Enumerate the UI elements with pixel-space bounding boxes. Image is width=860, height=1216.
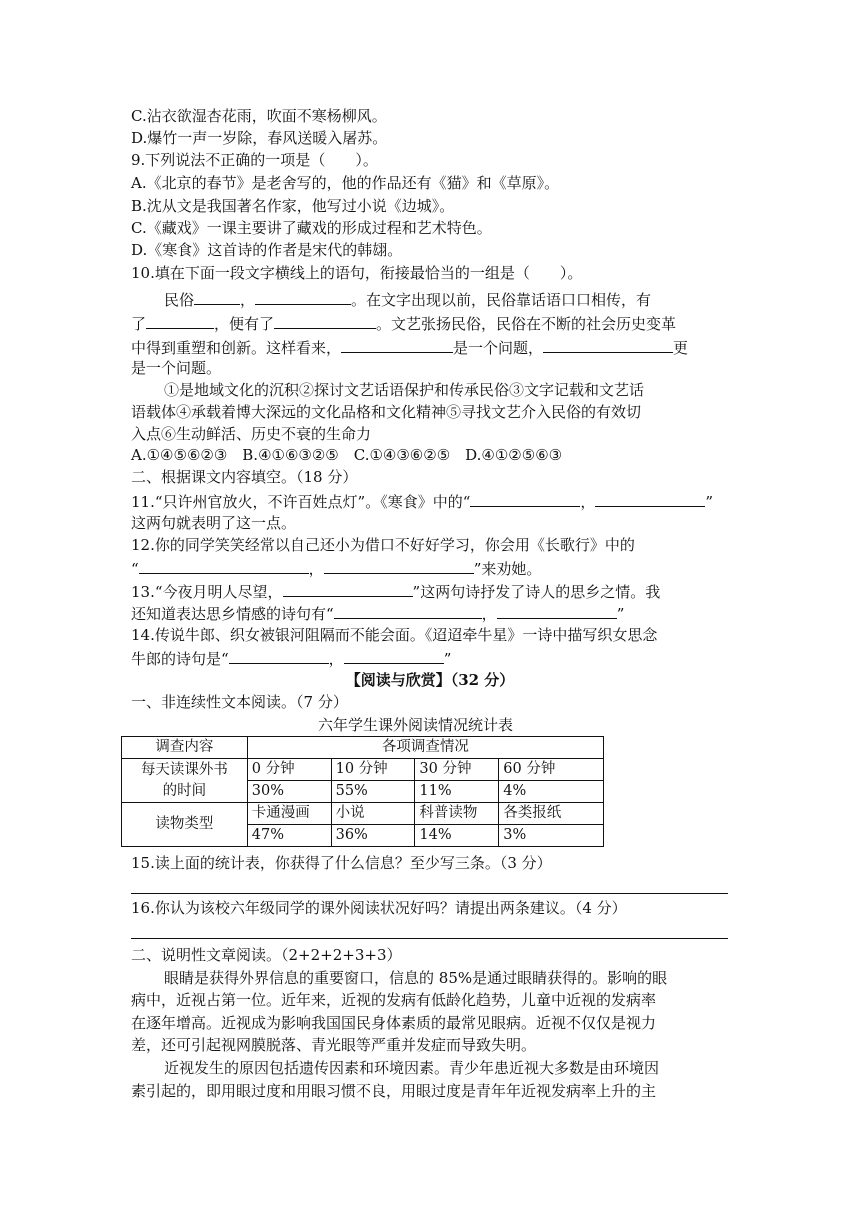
- text: 更: [673, 339, 689, 357]
- table-cell: 卡通漫画: [247, 803, 331, 825]
- text: 的时间: [162, 782, 207, 799]
- q16-stem: 16.你认为该校六年级同学的课外阅读状况好吗？请提出两条建议。（4 分）: [131, 899, 627, 917]
- answer-line[interactable]: [131, 893, 728, 894]
- blank[interactable]: [497, 602, 617, 619]
- q9-option-b: B.沈从文是我国著名作家，他写过小说《边城》。: [131, 197, 455, 215]
- text: 。文艺张扬民俗，民俗在不断的社会历史变革: [376, 315, 677, 333]
- q12-line-2: [131, 557, 541, 579]
- blank[interactable]: [283, 580, 413, 597]
- header-survey-content: 调查内容: [122, 737, 248, 759]
- text: 每天读课外书: [140, 761, 228, 778]
- q13-line-2: [131, 602, 624, 624]
- q10-passage-line-1: [164, 288, 651, 310]
- q15-stem: 15.读上面的统计表，你获得了什么信息？至少写三条。（3 分）: [131, 854, 552, 872]
- table-cell: 小说: [331, 803, 415, 825]
- text: ，: [328, 650, 344, 668]
- table-title: 六年学生课外阅读情况统计表: [318, 716, 514, 734]
- header-survey-items: 各项调查情况: [247, 737, 603, 759]
- table-row: [122, 803, 604, 825]
- q10-options-line-3: 入点⑥生动鲜活、历史不衰的生命力: [131, 425, 372, 443]
- table-cell: 55%: [331, 781, 415, 803]
- text: ”这两句诗抒发了诗人的思乡之情。我: [412, 583, 661, 601]
- paragraph-2-line-2: 素引起的，即用眼过度和用眼习惯不良，用眼过度是青年年近视发病率上升的主: [131, 1082, 657, 1100]
- paragraph-1-line-2: 病中，近视占第一位。近年来，近视的发病有低龄化趋势，儿童中近视的发病率: [131, 991, 657, 1009]
- text: ，: [580, 493, 596, 511]
- reading-section-header: 【阅读与欣赏】（32 分）: [345, 671, 515, 689]
- q14-line-2: [131, 647, 451, 669]
- blank[interactable]: [194, 288, 240, 305]
- row-label-reading-time: [122, 759, 248, 803]
- text: ”来劝她。: [473, 560, 542, 578]
- row-label-reading-type: 读物类型: [122, 803, 248, 847]
- blank[interactable]: [146, 312, 214, 329]
- blank[interactable]: [324, 557, 474, 574]
- table-cell: 0 分钟: [247, 759, 331, 781]
- reading-subsection-1-title: 一、非连续性文本阅读。（7 分）: [131, 693, 348, 711]
- q12-line-1: 12.你的同学笑笑经常以自己还小为借口不好好学习，你会用《长歌行》中的: [131, 536, 635, 554]
- q10-stem: 10.填在下面一段文字横线上的语句，衔接最恰当的一组是（ ）。: [131, 264, 583, 282]
- section-2-title: 二、根据课文内容填空。（18 分）: [131, 468, 358, 486]
- blank[interactable]: [229, 647, 329, 664]
- paragraph-1-line-4: 差，还可引起视网膜脱落、青光眼等严重并发症而导致失明。: [131, 1036, 537, 1054]
- q14-line-1: 14.传说牛郎、织女被银河阻隔而不能会面。《迢迢牵牛星》一诗中描写织女思念: [131, 626, 658, 644]
- q9-option-a: A.《北京的春节》是老舍写的，他的作品还有《猫》和《草原》。: [131, 174, 560, 192]
- table-cell: 30 分钟: [415, 759, 499, 781]
- q9-option-c: C.《藏戏》一课主要讲了藏戏的形成过程和艺术特色。: [131, 219, 492, 237]
- table-row: [122, 759, 604, 781]
- q10-passage-line-4: 是一个问题。: [131, 359, 222, 377]
- blank[interactable]: [274, 312, 376, 329]
- table-cell: 14%: [415, 825, 499, 847]
- reading-subsection-2-title: 二、说明性文章阅读。（2+2+2+3+3）: [131, 946, 402, 964]
- q11-line-1: [131, 490, 713, 512]
- text: 了: [131, 315, 147, 333]
- table-cell: 30%: [247, 781, 331, 803]
- table-cell: 11%: [415, 781, 499, 803]
- table-cell: 36%: [331, 825, 415, 847]
- paragraph-2-line-1: 近视发生的原因包括遗传因素和环境因素。青少年患近视大多数是由环境因: [164, 1059, 660, 1077]
- q9-option-d: D.《寒食》这首诗的作者是宋代的韩翃。: [131, 241, 403, 259]
- text: ”: [616, 605, 625, 623]
- q10-passage-line-2: [131, 312, 676, 334]
- text: ，: [240, 291, 256, 309]
- q10-passage-line-3: [131, 336, 688, 358]
- text: ，: [308, 560, 324, 578]
- q9-stem: 9.下列说法不正确的一项是（ ）。: [131, 151, 378, 169]
- text: ，便有了: [214, 315, 275, 333]
- blank[interactable]: [470, 490, 580, 507]
- text: 还知道表达思乡情感的诗句有“: [131, 605, 334, 623]
- q8-option-d: D.爆竹一声一岁除，春风送暖入屠苏。: [131, 129, 388, 147]
- table-cell: 各类报纸: [499, 803, 604, 825]
- table-cell: 60 分钟: [499, 759, 604, 781]
- text: ，: [481, 605, 497, 623]
- text: 13.“今夜月明人尽望，: [131, 583, 283, 601]
- q11-line-2: 这两句就表明了这一点。: [131, 514, 297, 532]
- text: 。在文字出现以前，民俗靠话语口口相传，有: [351, 291, 652, 309]
- reading-stats-table: [121, 736, 604, 847]
- text: 11.“只许州官放火，不许百姓点灯”。《寒食》中的“: [131, 493, 471, 511]
- paragraph-1-line-1: 眼睛是获得外界信息的重要窗口，信息的 85%是通过眼睛获得的。影响的眼: [164, 969, 668, 987]
- text: ”: [443, 650, 452, 668]
- blank[interactable]: [139, 557, 309, 574]
- table-cell: 3%: [499, 825, 604, 847]
- table-cell: 4%: [499, 781, 604, 803]
- q10-options-line-2: 语载体④承载着博大深远的文化品格和文化精神⑤寻找文艺介入民俗的有效切: [131, 403, 642, 421]
- text: 是一个问题，: [453, 339, 544, 357]
- q13-line-1: [131, 580, 660, 602]
- text: 牛郎的诗句是“: [131, 650, 229, 668]
- table-cell: 10 分钟: [331, 759, 415, 781]
- text: 民俗: [164, 291, 195, 309]
- table-header-row: [122, 737, 604, 759]
- q8-option-c: C.沾衣欲湿杏花雨，吹面不寒杨柳风。: [131, 107, 387, 125]
- blank[interactable]: [255, 288, 351, 305]
- text: ”: [705, 493, 714, 511]
- blank[interactable]: [344, 647, 444, 664]
- q10-choices: A.①④⑤⑥②③ B.④①⑥③②⑤ C.①④③⑥②⑤ D.④①②⑤⑥③: [131, 446, 563, 464]
- text: “: [131, 560, 139, 578]
- q10-options-line-1: ①是地域文化的沉积②探讨文艺话语保护和传承民俗③文字记载和文艺话: [164, 381, 645, 399]
- blank[interactable]: [341, 336, 453, 353]
- blank[interactable]: [543, 336, 673, 353]
- table-cell: 47%: [247, 825, 331, 847]
- blank[interactable]: [595, 490, 705, 507]
- table-cell: 科普读物: [415, 803, 499, 825]
- blank[interactable]: [334, 602, 482, 619]
- text: 中得到重塑和创新。这样看来，: [131, 339, 342, 357]
- paragraph-1-line-3: 在逐年增高。近视成为影响我国国民身体素质的最常见眼病。近视不仅仅是视力: [131, 1014, 657, 1032]
- answer-line[interactable]: [131, 938, 728, 939]
